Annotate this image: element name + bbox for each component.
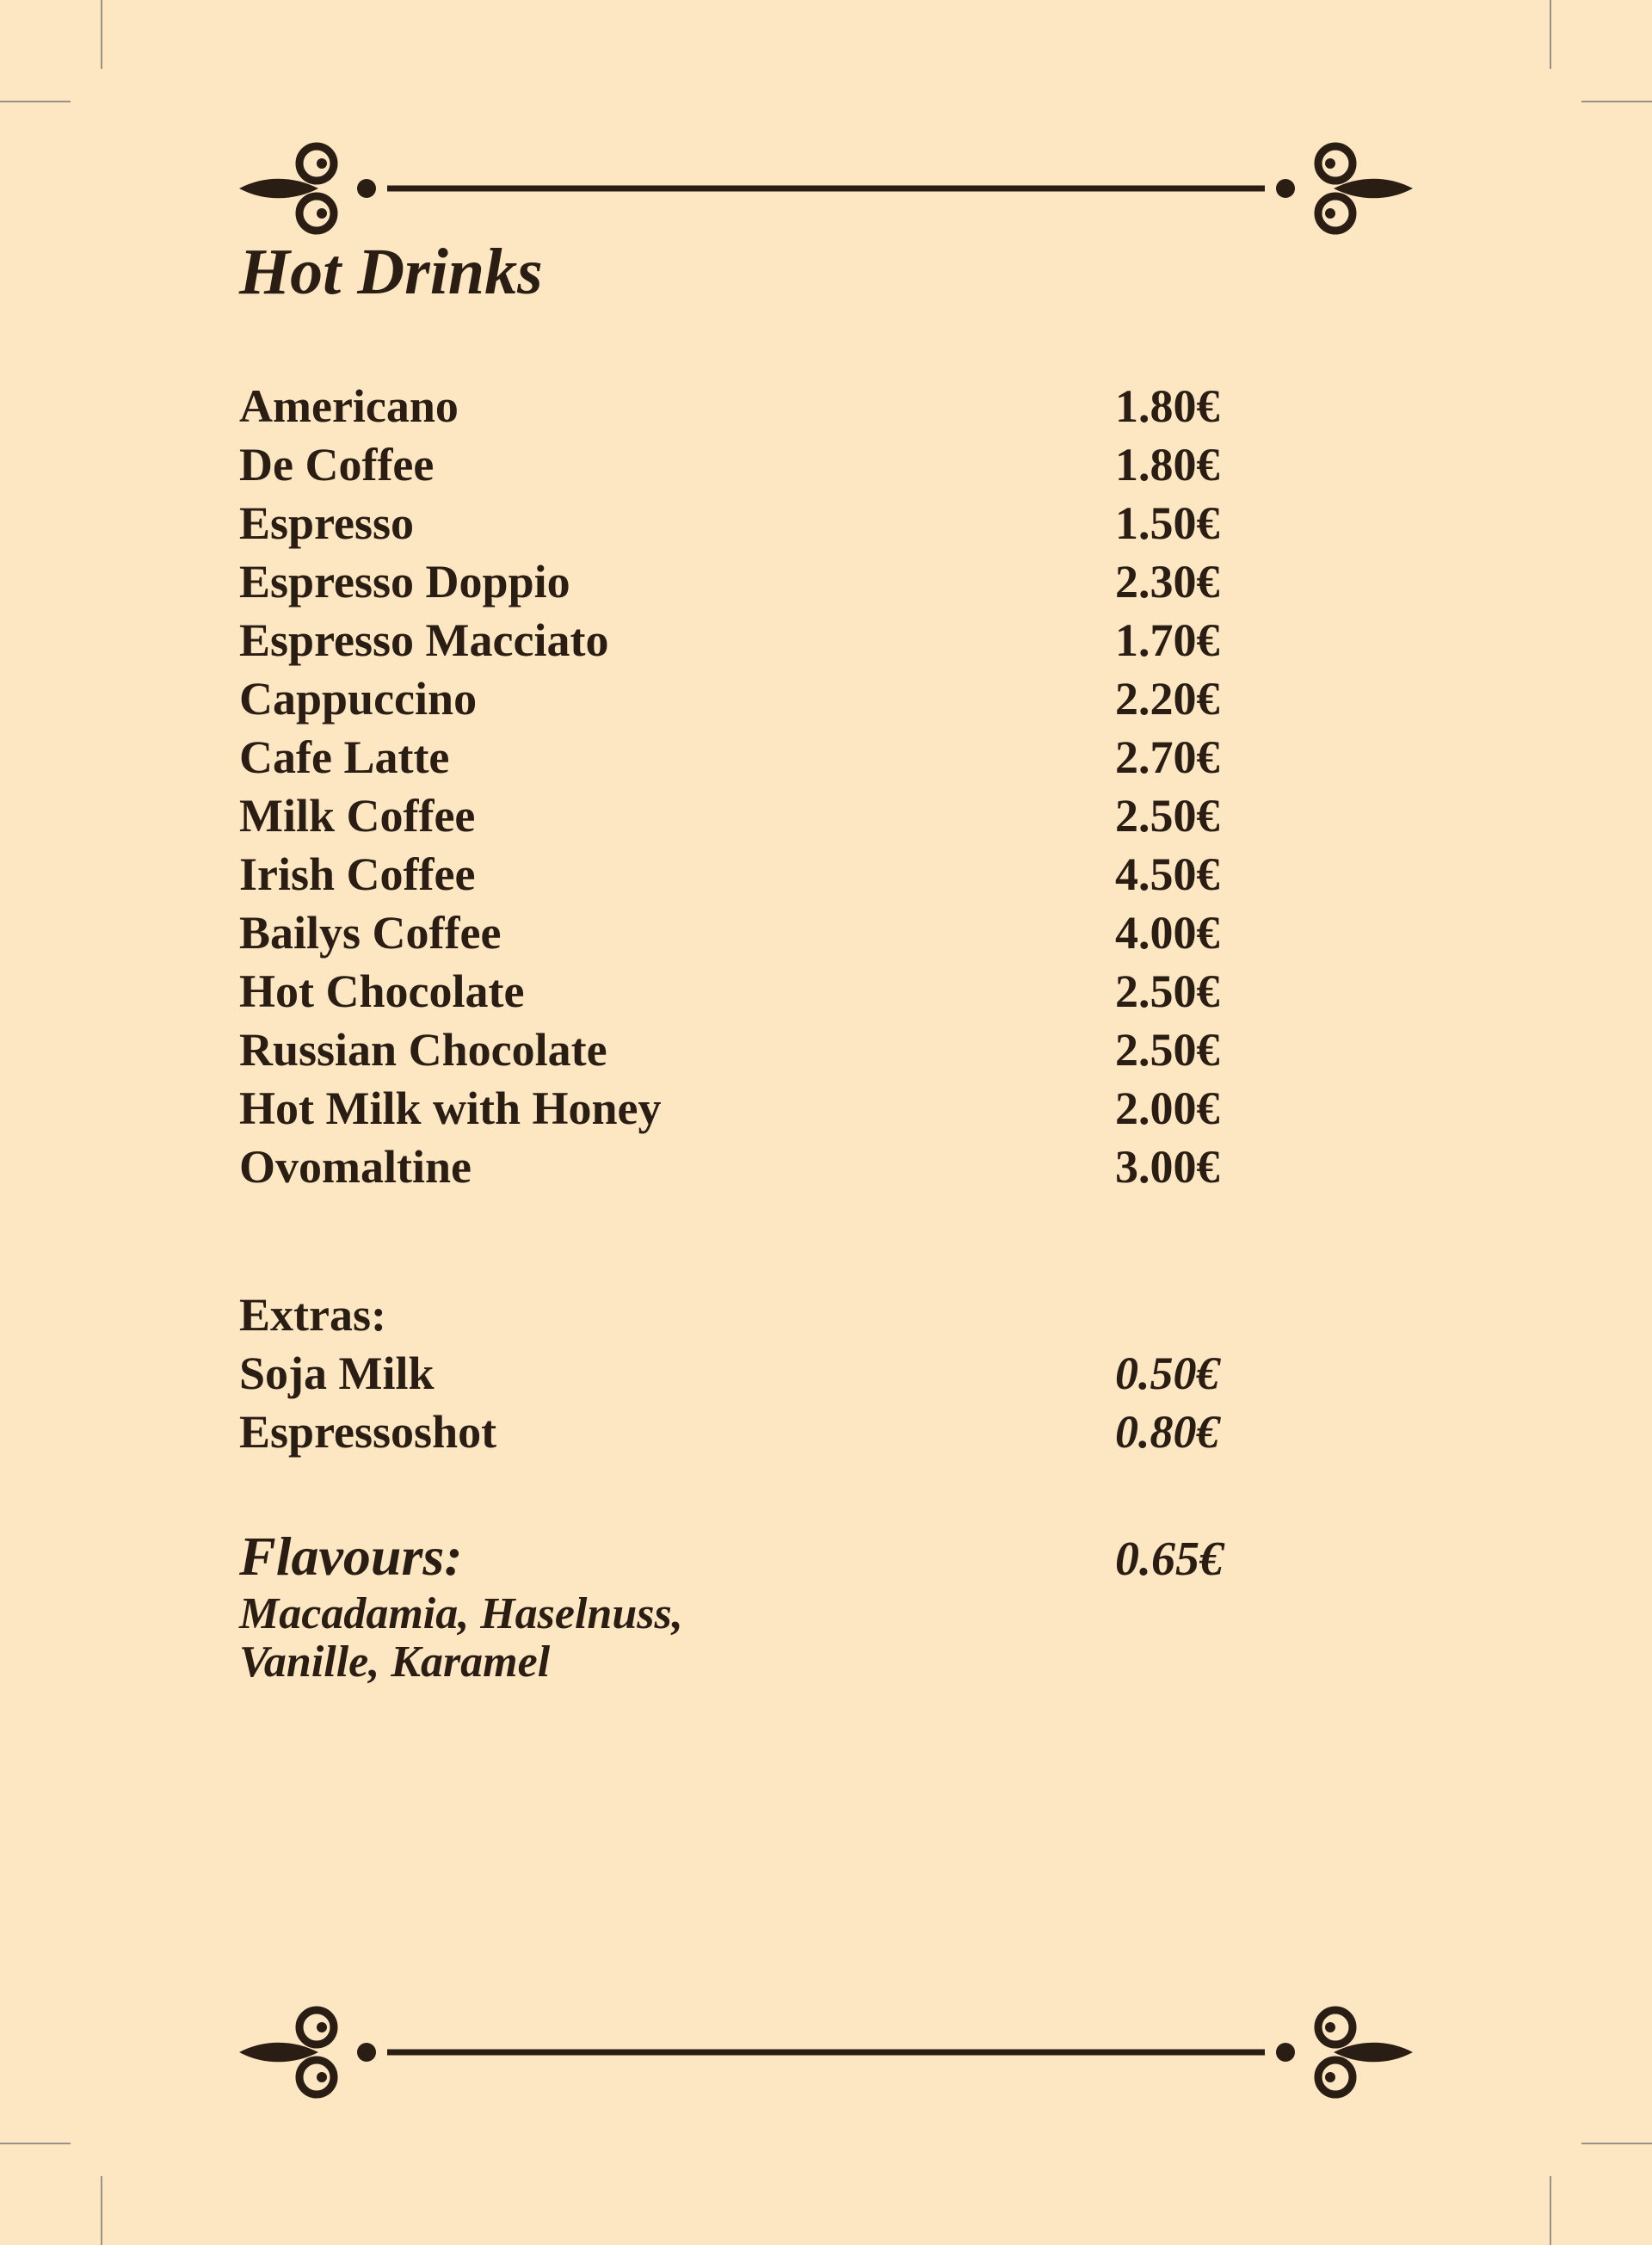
item-price: 4.00€	[1115, 907, 1220, 959]
item-name: Cafe Latte	[239, 731, 450, 783]
crop-mark	[101, 2176, 102, 2245]
item-name: Hot Milk with Honey	[239, 1082, 662, 1134]
extra-item	[239, 1403, 1237, 1461]
menu-item	[239, 1021, 1237, 1079]
item-price: 4.50€	[1115, 848, 1220, 900]
crop-mark	[1550, 0, 1551, 69]
extras-heading: Extras:	[239, 1289, 386, 1341]
item-price: 2.50€	[1115, 790, 1220, 842]
item-name: Espresso Doppio	[239, 556, 570, 608]
flourish-ornament-icon	[232, 133, 1420, 244]
item-price: 1.50€	[1115, 497, 1220, 549]
crop-mark	[101, 0, 102, 69]
flavours-list-line: Vanille, Karamel	[239, 1637, 551, 1687]
item-name: Soja Milk	[239, 1348, 435, 1399]
ornament-divider-top	[232, 133, 1420, 244]
item-name: Milk Coffee	[239, 790, 476, 842]
item-price: 0.80€	[1115, 1406, 1220, 1458]
item-name: De Coffee	[239, 439, 435, 490]
menu-item	[239, 377, 1237, 435]
menu-item	[239, 494, 1237, 552]
item-price: 1.80€	[1115, 439, 1220, 490]
menu-item	[239, 786, 1237, 845]
item-price: 1.80€	[1115, 380, 1220, 432]
crop-mark	[0, 2143, 71, 2144]
item-name: Cappuccino	[239, 673, 478, 725]
crop-mark	[1581, 101, 1652, 102]
item-name: Espresso Macciato	[239, 614, 609, 666]
flavours-heading: Flavours:	[239, 1526, 463, 1587]
item-price: 2.30€	[1115, 556, 1220, 608]
menu-item	[239, 1079, 1237, 1138]
menu-item	[239, 962, 1237, 1021]
item-name: Bailys Coffee	[239, 907, 502, 959]
crop-mark	[1581, 2143, 1652, 2144]
menu-item	[239, 435, 1237, 494]
menu-item	[239, 1138, 1237, 1196]
item-price: 2.50€	[1115, 965, 1220, 1017]
crop-mark	[1550, 2176, 1551, 2245]
item-name: Espressoshot	[239, 1406, 497, 1458]
menu-item	[239, 904, 1237, 962]
item-price: 2.20€	[1115, 673, 1220, 725]
item-price: 0.50€	[1115, 1348, 1220, 1399]
flavours-list	[239, 1590, 841, 1687]
crop-mark	[0, 101, 71, 102]
ornament-divider-bottom	[232, 1996, 1420, 2108]
item-name: Espresso	[239, 497, 415, 549]
flavours-list-line: Macadamia, Haselnuss,	[239, 1589, 683, 1638]
item-name: Irish Coffee	[239, 848, 476, 900]
menu-item	[239, 611, 1237, 669]
item-price: 2.00€	[1115, 1082, 1220, 1134]
item-price: 2.50€	[1115, 1024, 1220, 1076]
extra-item	[239, 1344, 1237, 1403]
menu-item	[239, 728, 1237, 786]
flavours-price: 0.65€	[1115, 1533, 1224, 1586]
item-name: Russian Chocolate	[239, 1024, 607, 1076]
item-name: Americano	[239, 380, 459, 432]
item-price: 2.70€	[1115, 731, 1220, 783]
flourish-ornament-icon	[232, 1996, 1420, 2108]
menu-item	[239, 669, 1237, 728]
menu-item	[239, 845, 1237, 904]
item-price: 1.70€	[1115, 614, 1220, 666]
item-name: Ovomaltine	[239, 1141, 472, 1193]
item-name: Hot Chocolate	[239, 965, 525, 1017]
item-price: 3.00€	[1115, 1141, 1220, 1193]
menu-item	[239, 552, 1237, 611]
menu-title: Hot Drinks	[239, 236, 543, 308]
